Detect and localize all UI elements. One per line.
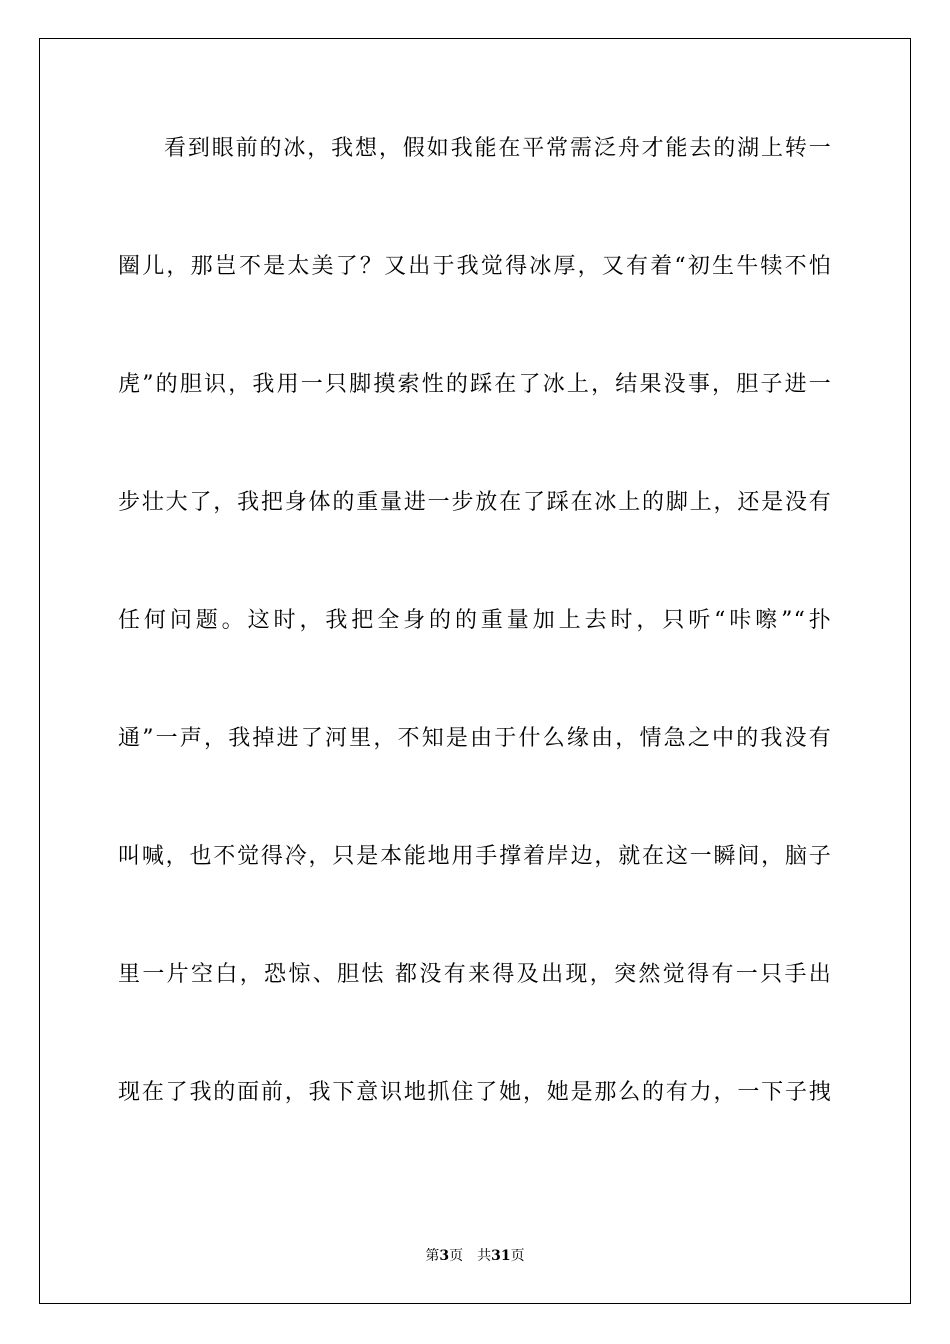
page-prefix: 第 xyxy=(425,1248,440,1264)
total-pages: 31 xyxy=(491,1248,511,1264)
text-line: 现在了我的面前，我下意识地抓住了她，她是那么的有力，一下子拽 xyxy=(118,1080,832,1105)
page-suffix: 页 xyxy=(449,1248,464,1264)
text-line: 通”一声，我掉进了河里，不知是由于什么缘由，情急之中的我没有 xyxy=(118,726,832,751)
text-line: 任何问题。这时，我把全身的的重量加上去时，只听“咔嚓”“扑 xyxy=(118,608,832,633)
total-prefix: 共 xyxy=(477,1248,492,1264)
text-line: 步壮大了，我把身体的重量进一步放在了踩在冰上的脚上，还是没有 xyxy=(118,490,832,515)
total-suffix: 页 xyxy=(510,1248,525,1264)
text-line: 虎”的胆识，我用一只脚摸索性的踩在了冰上，结果没事，胆子进一 xyxy=(118,372,832,397)
page-number: 3 xyxy=(439,1248,450,1264)
text-line: 圈儿，那岂不是太美了？又出于我觉得冰厚，又有着“初生牛犊不怕 xyxy=(118,254,832,279)
text-line: 里一片空白，恐惊、胆怯 都没有来得及出现，突然觉得有一只手出 xyxy=(118,962,832,987)
text-line: 叫喊，也不觉得冷，只是本能地用手撑着岸边，就在这一瞬间，脑子 xyxy=(118,844,832,869)
page-footer xyxy=(0,1246,950,1266)
text-line: 看到眼前的冰，我想，假如我能在平常需泛舟才能去的湖上转一 xyxy=(164,136,832,161)
body-text xyxy=(118,125,832,1187)
